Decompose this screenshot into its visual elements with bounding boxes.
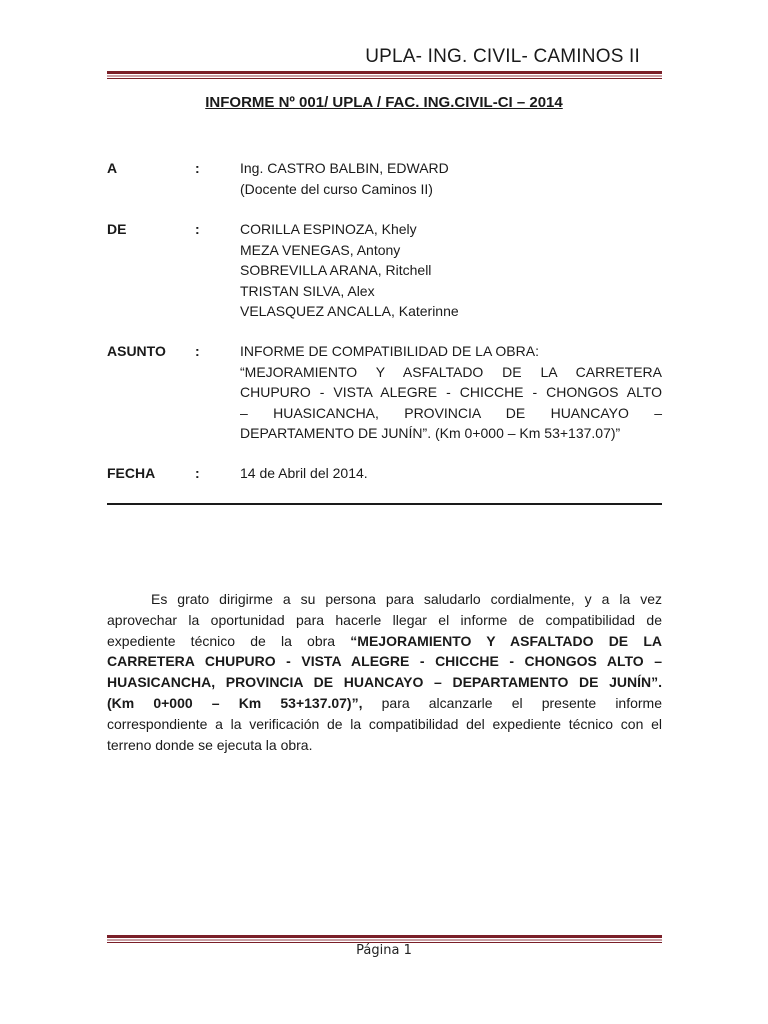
body-line: expediente técnico de la obra “MEJORAMIENTO Y ASFALTADO DE LA: [107, 632, 662, 649]
author-name: CORILLA ESPINOZA, Khely: [240, 221, 417, 237]
project-name-bold: HUASICANCHA, PROVINCIA DE HUANCAYO – DEPARTAMENTO DE JUNÍN”.: [107, 674, 662, 691]
section-divider: [107, 503, 662, 505]
subject-line: CHUPURO - VISTA ALEGRE - CHICCHE - CHONGOS ALTO: [240, 384, 662, 400]
project-name-bold: CARRETERA CHUPURO - VISTA ALEGRE - CHICCHE - CHONGOS ALTO –: [107, 653, 662, 670]
field-a-label: A: [107, 160, 118, 176]
field-fecha-colon: :: [195, 465, 200, 481]
body-line: terreno donde se ejecuta la obra.: [107, 736, 313, 753]
author-name: TRISTAN SILVA, Alex: [240, 282, 375, 299]
subject-line: – HUASICANCHA, PROVINCIA DE HUANCAYO –: [240, 404, 662, 421]
field-de-colon: :: [195, 221, 200, 237]
body-line: [107, 651, 662, 672]
field-fecha-label: FECHA: [107, 465, 156, 481]
field-de-value: [240, 219, 662, 322]
running-header: UPLA- ING. CIVIL- CAMINOS II: [365, 46, 640, 67]
field-a-value: [240, 158, 662, 199]
body-line: (Km 0+000 – Km 53+137.07)”, para alcanzarle el presente informe: [107, 694, 662, 711]
field-asunto-label: ASUNTO: [107, 343, 166, 359]
field-de-label: DE: [107, 221, 127, 237]
subject-line: DEPARTAMENTO DE JUNÍN”. (Km 0+000 – Km 53+137.07)”: [240, 425, 621, 441]
author-name: VELASQUEZ ANCALLA, Katerinne: [240, 303, 459, 319]
footer-rule: [107, 935, 662, 943]
field-a-line: (Docente del curso Caminos II): [240, 180, 433, 197]
body-line: aprovechar la oportunidad para hacerle llegar el informe de compatibilidad de: [107, 611, 662, 628]
field-fecha-value: [240, 463, 662, 484]
page-number: Página 1: [356, 943, 412, 958]
subject-line: “MEJORAMIENTO Y ASFALTADO DE LA CARRETERA: [240, 363, 662, 380]
author-name: SOBREVILLA ARANA, Ritchell: [240, 262, 432, 278]
body-line: correspondiente a la verificación de la compatibilidad del expediente técnico con el: [107, 715, 662, 732]
field-asunto-colon: :: [195, 343, 200, 359]
date-value: 14 de Abril del 2014.: [240, 465, 368, 481]
project-km-bold: (Km 0+000 – Km 53+137.07)”,: [107, 694, 363, 711]
field-a-colon: :: [195, 160, 200, 176]
body-line: Es grato dirigirme a su persona para saludarlo cordialmente, y a la vez: [151, 591, 662, 607]
subject-line: INFORME DE COMPATIBILIDAD DE LA OBRA:: [240, 343, 539, 359]
body-line: [107, 672, 662, 693]
header-rule: [107, 71, 662, 79]
project-name-bold: “MEJORAMIENTO Y ASFALTADO DE LA: [350, 632, 662, 649]
document-title: INFORME Nº 001/ UPLA / FAC. ING.CIVIL-CI – 2014: [205, 94, 563, 111]
field-a-line: Ing. CASTRO BALBIN, EDWARD: [240, 160, 449, 176]
field-asunto-value: [240, 341, 662, 444]
body-paragraph: [107, 589, 662, 755]
author-name: MEZA VENEGAS, Antony: [240, 241, 401, 258]
